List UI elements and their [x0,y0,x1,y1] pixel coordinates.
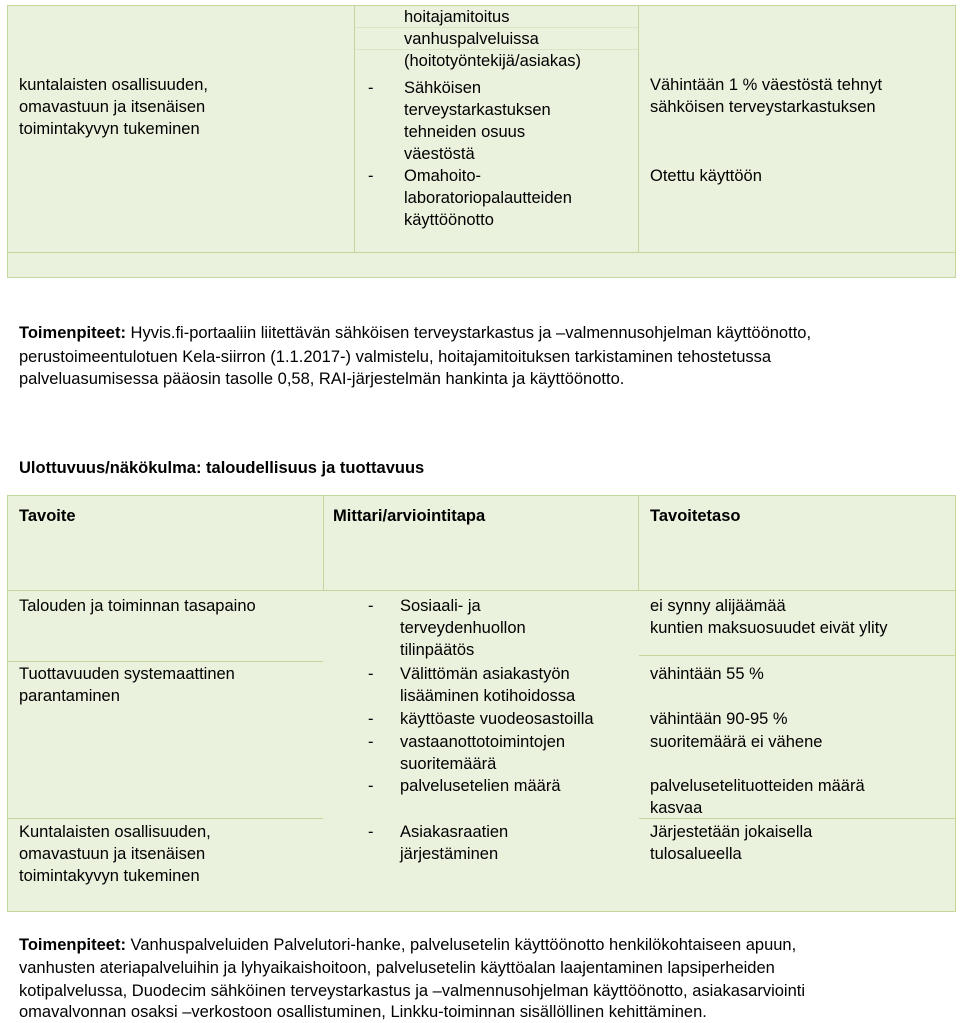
goal-3-line-3: toimintakyvyn tukeminen [19,867,200,885]
goal-1: Talouden ja toiminnan tasapaino [19,597,256,615]
target-5-line-1: Järjestetään jokaisella [650,823,813,841]
top-meter-item-1-line-3: tehneiden osuus [404,123,526,141]
measures-line-3: palveluasumisessa pääosin tasolle 0,58, RAI-järjestelmän hankinta ja käyttöönotto. [19,370,625,388]
meter-2-line-2: lisääminen kotihoidossa [400,687,576,705]
top-meter-item-1-line-2: terveystarkastuksen [404,101,551,119]
top-meter-item-1-line-1: Sähköisen [404,79,482,97]
meter-6-line-2: järjestäminen [400,845,499,863]
header-target: Tavoitetaso [650,507,741,525]
top-meter-item-2-line-3: käyttöönotto [404,211,494,229]
measures-label: Toimenpiteet: [19,324,126,342]
measures-line-1: Hyvis.fi-portaaliin liitettävän sähköisen terveystarkastus ja –valmennusohjelman käyttöönotto, [125,324,812,342]
bullet-dash: - [368,597,374,615]
target-1-line-2: kuntien maksuosuudet eivät ylity [650,619,888,637]
top-goal-line-1: kuntalaisten osallisuuden, [19,76,208,94]
measures-line-2: perustoimeentulotuen Kela-siirron (1.1.2017-) valmistelu, hoitajamitoituksen tarkistaminen tehostetussa [19,348,772,366]
top-target-2: Otettu käyttöön [650,167,762,185]
meter-2-line-1: Välittömän asiakastyön [400,665,570,683]
meter-6-line-1: Asiakasraatien [400,823,509,841]
bullet-dash: - [368,710,374,728]
target-3-line-2: suoritemäärä ei vähene [650,733,823,751]
header-meter: Mittari/arviointitapa [333,507,486,525]
target-4-line-2: kasvaa [650,799,703,817]
goal-3-line-1: Kuntalaisten osallisuuden, [19,823,211,841]
top-meter-item-2-line-2: laboratoriopalautteiden [404,189,572,207]
meter-3: käyttöaste vuodeosastoilla [400,710,594,728]
measures2-line-4: omavalvonnan osaksi –verkostoon osallistuminen, Linkku-toiminnan sisällöllinen kehittäminen. [19,1003,707,1021]
top-goal-line-3: toimintakyvyn tukeminen [19,120,200,138]
measures2-line-1: Vanhuspalveluiden Palvelutori-hanke, palvelusetelin käyttöönotto henkilökohtaiseen apuun, [125,936,797,954]
goal-2-line-1: Tuottavuuden systemaattinen [19,665,235,683]
top-table-empty-row [7,252,956,278]
meter-1-line-3: tilinpäätös [400,641,475,659]
target-4-line-1: palvelusetelituotteiden määrä [650,777,865,795]
bullet-dash: - [368,665,374,683]
top-target-line-1: Vähintään 1 % väestöstä tehnyt [650,76,883,94]
bullet-dash: - [368,823,374,841]
target-3-line-1: vähintään 90-95 % [650,710,788,728]
measures-label: Toimenpiteet: [19,936,126,954]
meter-5: palvelusetelien määrä [400,777,561,795]
bullet-dash: - [368,79,374,97]
top-meter-item-1-line-4: väestöstä [404,145,475,163]
top-meter-item-2-line-1: Omahoito- [404,167,482,185]
bullet-dash: - [368,167,374,185]
meter-4-line-1: vastaanottotoimintojen [400,733,566,751]
top-meter-intro-2: vanhuspalveluissa [404,30,539,48]
top-meter-intro-3: (hoitotyöntekijä/asiakas) [404,52,582,70]
dimension-heading: Ulottuvuus/näkökulma: taloudellisuus ja tuottavuus [19,459,425,477]
goal-3-line-2: omavastuun ja itsenäisen [19,845,206,863]
measures2-line-2: vanhusten ateriapalveluihin ja lyhyaikaishoitoon, palvelusetelin käyttöalan laajentaminen lapsiperheiden [19,959,775,977]
goal-2-line-2: parantaminen [19,687,120,705]
bullet-dash: - [368,777,374,795]
target-2: vähintään 55 % [650,665,764,683]
top-target-line-2: sähköisen terveystarkastuksen [650,98,876,116]
top-goal-line-2: omavastuun ja itsenäisen [19,98,206,116]
top-table-cell-target [638,5,956,253]
top-meter-intro-1: hoitajamitoitus [404,8,510,26]
meter-1-line-1: Sosiaali- ja [400,597,481,615]
meter-4-line-2: suoritemäärä [400,755,497,773]
header-goal: Tavoite [19,507,76,525]
target-5-line-2: tulosalueella [650,845,742,863]
measures2-line-3: kotipalvelussa, Duodecim sähköinen terveystarkastus ja –valmennusohjelman käyttöönotto, asiakasarviointi [19,982,805,1000]
target-1-line-1: ei synny alijäämää [650,597,786,615]
bullet-dash: - [368,733,374,751]
meter-1-line-2: terveydenhuollon [400,619,526,637]
